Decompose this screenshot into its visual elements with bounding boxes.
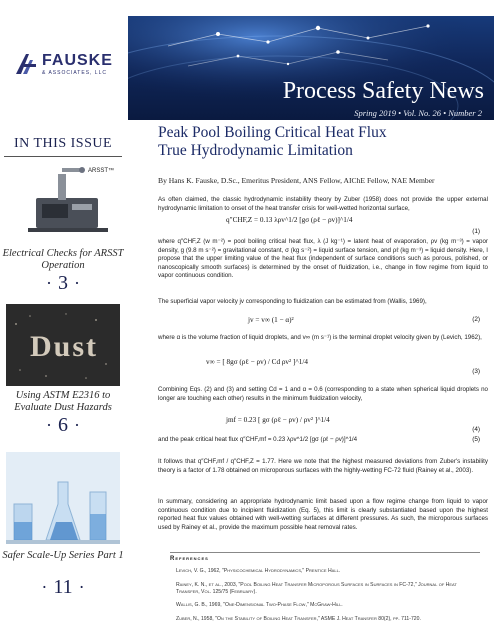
dust-word-thumbnail[interactable] [6, 304, 120, 386]
article-paragraph: As often claimed, the classic hydrodynamic instability theory by Zuber (1958) does not provide the upper external hydrodynamic limitation to onset of the heat transfer crisis for well-wetted horizontal surface, [158, 196, 488, 212]
sidebar-item-page-number: · 11 · [0, 576, 126, 599]
equation-4: jmf = 0.23 [ gσ (ρℓ − ρv) / ρv² ]^1/4 [226, 416, 330, 424]
reference-item: Rainey, K. N., et al., 2003, "Pool Boiling Heat Transfer Microporous Surfaces in Surfaces in FC-72," Journal of Heat Transfer, Vol. 125/75 (February). [176, 582, 457, 595]
sidebar-heading: IN THIS ISSUE [13, 136, 113, 151]
article-paragraph: In summary, considering an appropriate hydrodynamic limit based upon a flow regime change from liquid to vapor continuous condition due to incipient fluidization (Eq. 5), this limit is clearly substantiated based upon the highest reported heat flux values obtained with well-wetting surfaces at different pressures. As such, the microporous surfaces used by Rainey et al., provide the maximum possible heat removal rates. [158, 498, 488, 531]
sidebar-item-dust-hazards[interactable]: Using ASTM E2316 to Evaluate Dust Hazards [14, 390, 112, 413]
article-byline: By Hans K. Fauske, D.Sc., Emeritus President, ANS Fellow, AIChE Fellow, NAE Member [158, 176, 435, 185]
equation-3-number: (3) [472, 368, 480, 375]
reference-item: Levich, V. G., 1962, "Physicochemical Hydrodynamics," Prentice Hall. [176, 568, 341, 574]
article-paragraph: The superficial vapor velocity jv corresponding to fluidization can be estimated from (Wallis, 1969), [158, 298, 427, 305]
equation-1-number: (1) [472, 228, 480, 235]
reference-item: Wallis, G. B., 1969, "One-Dimensional Two-Phase Flow," McGraw-Hill. [176, 602, 343, 608]
article-title [158, 124, 488, 160]
arsst-device-thumbnail[interactable] [6, 162, 120, 244]
article-title-line1: Peak Pool Boiling Critical Heat Flux [158, 124, 387, 141]
references-divider [170, 552, 480, 553]
equation-3: v∞ = [ 8gσ (ρℓ − ρv) / Cd ρv² ]^1/4 [206, 358, 308, 366]
equation-row [158, 214, 488, 235]
arsst-thumb-label: ARSST™ [88, 168, 115, 174]
article-paragraph: It follows that q″CHF,mf / q″CHF,Z = 1.77. Here we note that the highest measured deviations from Zuber's instability theory is a factor of 1.78 obtained on microporous surfaces with the highly-wetting FC-72 fluid (Rainey et al., 2003). [158, 458, 488, 474]
article-paragraph: where q″CHF,Z (w m⁻²) = pool boiling critical heat flux, λ (J kg⁻¹) = latent heat of evaporation, ρv (kg m⁻³) = vapor density, g (9.8 m s⁻²) = gravitational constant, σ (kg s⁻²) = liquid surface tension, and ρℓ (kg m⁻³) = liquid density. Here, I propose that the upper limiting value of the heat flux (independent of surface conditions such as porous, polished, or nanoscopically smooth surfaces) is determined by the onset of fluidization, i.e., change in flow regime from liquid to vapor continuous condition. [158, 238, 488, 280]
fauske-logo-icon [14, 52, 38, 76]
equation-row [158, 312, 488, 324]
masthead-banner [128, 16, 494, 120]
in-this-issue-sidebar [0, 122, 126, 640]
dust-thumb-label: Dust [30, 330, 99, 363]
issue-line: Spring 2019 • Vol. No. 26 • Number 2 [354, 108, 482, 118]
reference-item: Zuber, N., 1958, "On the Stability of Boiling Heat Transfer," ASME J. Heat Transfer 80(2), pp. 711-720. [176, 616, 421, 622]
equation-4-number: (4) [472, 426, 480, 433]
references-heading: References [170, 556, 209, 562]
article-title-line2: True Hydrodynamic Limitation [158, 142, 353, 159]
company-name: FAUSKE [42, 52, 113, 69]
company-tagline: & ASSOCIATES, LLC [42, 70, 107, 76]
sidebar-divider [4, 156, 122, 157]
sidebar-item-page-number: · 6 · [0, 414, 126, 437]
lab-glassware-thumbnail[interactable] [6, 452, 120, 544]
equation-5-line [158, 436, 488, 445]
equation-2: jv = v∞ (1 − α)² [248, 316, 294, 324]
sidebar-item-safer-scale-up[interactable]: Safer Scale-Up Series Part 1 [2, 550, 124, 561]
equation-1: q″CHF,Z = 0.13 λρv^1/2 [gσ (ρℓ − ρv)]^1/4 [226, 216, 353, 224]
article-paragraph: where α is the volume fraction of liquid droplets, and v∞ (m s⁻¹) is the terminal droplet velocity given by (Levich, 1962), [158, 334, 482, 341]
equation-row [158, 352, 488, 374]
article-paragraph: Combining Eqs. (2) and (3) and setting Cd = 1 and α = 0.6 (corresponding to a state when spherical liquid droplets no longer are touching each other) results in the minimum fluidization velocity, [158, 386, 488, 402]
newsletter-title: Process Safety News [282, 78, 484, 104]
equation-2-number: (2) [472, 316, 480, 323]
equation-5-number: (5) [472, 436, 480, 443]
sidebar-item-electrical-checks[interactable]: Electrical Checks for ARSST Operation [2, 248, 124, 271]
sidebar-item-page-number: · 3 · [0, 272, 126, 295]
company-logo [14, 52, 124, 82]
equation-5-text: and the peak critical heat flux q″CHF,mf = 0.23 λρv^1/2 [gσ (ρℓ − ρv)]^1/4 [158, 436, 358, 443]
equation-row [158, 412, 488, 432]
